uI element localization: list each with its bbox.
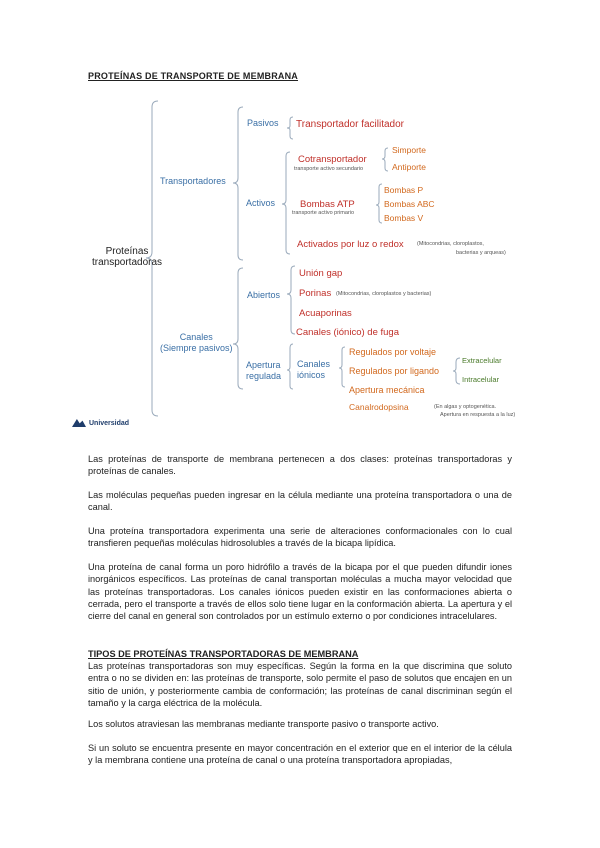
- node-transportadores: Transportadores: [160, 176, 226, 186]
- node-bombas-atp: Bombas ATP: [300, 199, 355, 210]
- node-activos: Activos: [246, 198, 276, 208]
- section-paragraph-1: Las proteínas transportadoras son muy específicas. Según la forma en la que discrimina que soluto entra o no se dividen en: las proteínas de transporte, solo permite el paso de solutos que encajen en un sitio de unión, y posteriormente cambia de conformación; las proteínas de canal discriminan según el tamaño y la carga eléctrica de la molécula.: [88, 661, 512, 708]
- paragraph-2: Las moléculas pequeñas pueden ingresar en la célula mediante una proteína transportadora o una de canal.: [88, 490, 512, 513]
- node-acuaporinas: Acuaporinas: [299, 308, 352, 319]
- node-cotransportador: Cotransportador: [298, 154, 367, 165]
- note-cotransportador: transporte activo secundario: [294, 166, 364, 172]
- university-logo-icon: [72, 419, 86, 427]
- node-extracelular: Extracelular: [462, 356, 502, 365]
- paragraph-1: Las proteínas de transporte de membrana pertenecen a dos clases: proteínas transportadoras y proteínas de canales.: [88, 454, 512, 477]
- node-antiporte: Antiporte: [392, 162, 427, 172]
- note-canalrodopsina-2: Apertura en respuesta a la luz): [440, 412, 516, 418]
- node-regulados-ligando: Regulados por ligando: [349, 366, 440, 376]
- node-canalrodopsina: Canalrodopsina: [349, 402, 409, 412]
- note-activados-luz-1: (Mitocondrias, cloroplastos,: [417, 241, 484, 247]
- section-heading: TIPOS DE PROTEÍNAS TRANSPORTADORAS DE MEMBRANA: [88, 649, 359, 659]
- note-activados-luz-2: bacterias y arqueas): [456, 250, 506, 256]
- note-porinas: (Mitocondrias, cloroplastos y bacterias): [336, 291, 432, 297]
- node-bombas-p: Bombas P: [384, 185, 424, 195]
- node-transportador-facilitador: Transportador facilitador: [296, 119, 405, 130]
- section-paragraph-2: Los solutos atraviesan las membranas mediante transporte pasivo o transporte activo.: [88, 719, 439, 729]
- note-canalrodopsina-1: (En algas y optogenética.: [434, 404, 497, 410]
- node-porinas: Porinas: [299, 288, 332, 299]
- node-simporte: Simporte: [392, 145, 427, 155]
- node-pasivos: Pasivos: [247, 118, 279, 128]
- node-canales: Canales (Siempre pasivos): [160, 332, 233, 353]
- university-logo: Universidad: [72, 419, 129, 427]
- node-union-gap: Unión gap: [299, 268, 343, 279]
- node-canales-fuga: Canales (iónico) de fuga: [296, 327, 399, 338]
- node-abiertos: Abiertos: [247, 290, 281, 300]
- node-activados-luz: Activados por luz o redox: [297, 239, 404, 250]
- node-bombas-v: Bombas V: [384, 213, 424, 223]
- page-title: PROTEÍNAS DE TRANSPORTE DE MEMBRANA: [88, 71, 299, 81]
- note-bombas-atp: transporte activo primario: [292, 210, 355, 216]
- paragraph-4: Una proteína de canal forma un poro hidrófilo a través de la bicapa por el que pueden difundir iones inorgánicos específicos. Las proteínas de canal transportan moléculas a mucha mayor velocidad que las proteínas transportadoras. Los canales iónicos pueden existir en las conformaciones abierta o cerrada, pero el transporte a través de ellos solo tiene lugar en la conformación abierta. La apertura y el cierre del canal en general son controlados por un estímulo externo o por condiciones intracelulares.: [88, 562, 512, 622]
- section-paragraph-3: Si un soluto se encuentra presente en mayor concentración en el exterior que en el interior de la célula y la membrana contiene una proteína de canal o una proteína transportadora apropiadas,: [88, 743, 512, 766]
- node-canales-ionicos: Canales iónicos: [297, 359, 331, 380]
- node-apertura-regulada: Apertura regulada: [246, 360, 282, 381]
- node-intracelular: Intracelular: [462, 375, 500, 384]
- node-regulados-voltaje: Regulados por voltaje: [349, 347, 437, 357]
- node-bombas-abc: Bombas ABC: [384, 199, 435, 209]
- diagram-root: Proteínas transportadoras: [92, 246, 163, 268]
- paragraph-3: Una proteína transportadora experimenta una serie de alteraciones conformacionales con lo cual transfieren pequeñas moléculas hidrosolubles a través de la bicapa lipídica.: [88, 526, 512, 549]
- node-apertura-mecanica: Apertura mecánica: [349, 385, 425, 395]
